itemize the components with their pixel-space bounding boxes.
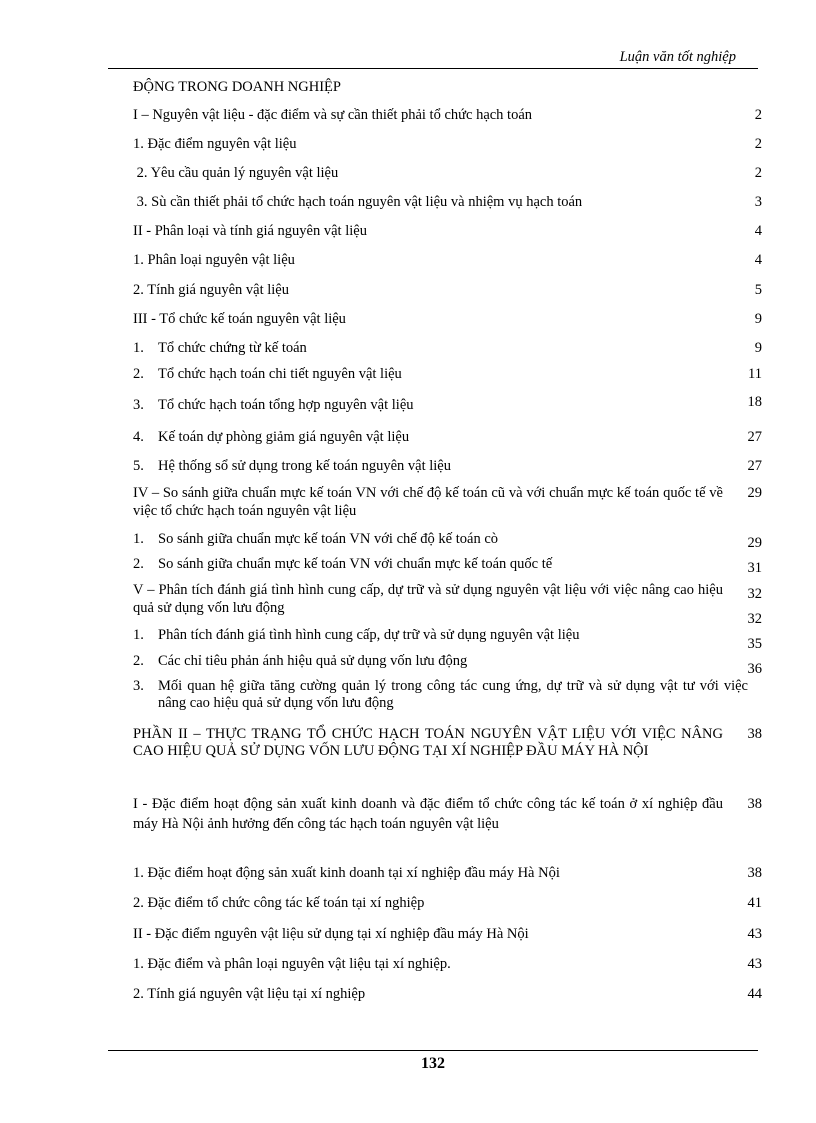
toc-entry (133, 894, 762, 912)
toc-entry (133, 794, 762, 834)
toc-entry (133, 678, 762, 712)
toc-entry-page: 35 (747, 636, 762, 652)
toc-entry-title (133, 652, 748, 670)
toc-entry-page: 31 (747, 560, 762, 576)
toc-entry (133, 78, 762, 96)
toc-entry-page: 2 (754, 107, 762, 123)
toc-entry (133, 106, 762, 124)
toc-entry-title (133, 626, 748, 644)
toc-entry-text: Tổ chức chứng từ kế toán (158, 340, 307, 356)
toc-entry-text: Kế toán dự phòng giảm giá nguyên vật liệu (158, 429, 410, 445)
toc-entry-page: 2 (754, 136, 762, 152)
toc-entry (133, 581, 762, 627)
toc-entry-number: 1. (133, 531, 144, 547)
toc-entry-title: 1. Phân loại nguyên vật liệu (133, 252, 295, 268)
toc-entry-number: 1. (133, 627, 144, 643)
footer-divider (108, 1050, 758, 1051)
toc-entry-number: 3. (133, 678, 144, 694)
toc-entry-title (133, 339, 748, 357)
toc-entry-number: 3. (133, 397, 144, 413)
toc-entry (133, 428, 762, 446)
toc-entry (133, 626, 762, 652)
toc-entry (133, 164, 762, 182)
toc-entry (133, 955, 762, 973)
toc-entry-page: 27 (747, 429, 762, 445)
toc-entry (133, 726, 762, 760)
toc-entry-text: So sánh giữa chuẩn mực kế toán VN với chuẩn mực kế toán quốc tế (158, 556, 553, 572)
toc-entry-page: 29 (747, 535, 762, 551)
toc-entry-title: III - Tổ chức kế toán nguyên vật liệu (133, 311, 346, 327)
toc-entry-text: Tổ chức hạch toán tổng hợp nguyên vật liệu (158, 397, 414, 413)
toc-entry-page: 2 (754, 165, 762, 181)
toc-entry-page: 38 (747, 796, 762, 812)
toc-entry-text: Hệ thống sổ sử dụng trong kế toán nguyên vật liệu (158, 458, 451, 474)
toc-entry (133, 193, 762, 211)
toc-entry-page: 32 (747, 586, 762, 602)
header-title: Luận văn tốt nghiệp (619, 49, 736, 65)
toc-entry-title: 2. Tính giá nguyên vật liệu (133, 282, 289, 298)
toc-entry (133, 222, 762, 240)
toc-entry-title: 2. Tính giá nguyên vật liệu tại xí nghiệp (133, 986, 366, 1002)
toc-entry-page: 9 (754, 340, 762, 356)
toc-entry-number: 2. (133, 366, 144, 382)
toc-entry-page: 11 (748, 366, 762, 382)
toc-entry (133, 281, 762, 299)
toc-entry (133, 484, 762, 520)
toc-entry-title: II - Đặc điểm nguyên vật liệu sử dụng tại xí nghiệp đầu máy Hà Nội (133, 926, 529, 942)
toc-entry-title: I – Nguyên vật liệu - đặc điểm và sự cần thiết phải tổ chức hạch toán (133, 107, 533, 123)
toc-entry-page: 36 (747, 661, 762, 677)
toc-entry (133, 555, 762, 576)
toc-entry-page: 44 (747, 986, 762, 1002)
toc-entry-title: 1. Đặc điểm hoạt động sản xuất kinh doanh tại xí nghiệp đầu máy Hà Nội (133, 865, 560, 881)
toc-entry (133, 864, 762, 882)
toc-entry-page: 18 (747, 394, 762, 410)
toc-entry-number: 2. (133, 653, 144, 669)
toc-entry (133, 251, 762, 269)
toc-entry-title: I - Đặc điểm hoạt động sản xuất kinh doanh và đặc điểm tổ chức công tác kế toán ở xí nghiệp đầu máy Hà Nội ảnh hưởng đến công tác hạch toán nguyên vật liệu (133, 796, 723, 832)
toc-entry-title: 1. Đặc điểm và phân loại nguyên vật liệu tại xí nghiệp. (133, 956, 451, 972)
toc-entry-number: 5. (133, 458, 144, 474)
toc-entry (133, 135, 762, 153)
header-divider (108, 68, 758, 69)
toc-entry-page: 4 (754, 252, 762, 268)
toc-entry-page: 3 (754, 194, 762, 210)
toc-entry (133, 396, 762, 414)
toc-entry-title: PHẦN II – THỰC TRẠNG TỔ CHỨC HẠCH TOÁN NGUYÊN VẬT LIỆU VỚI VIỆC NÂNG CAO HIỆU QUẢ SỬ DỤNG VỐN LƯU ĐỘNG TẠI XÍ NGHIỆP ĐẦU MÁY HÀ NỘI (133, 726, 723, 759)
toc-entry-page: 32 (747, 611, 762, 627)
toc-entry-title (133, 678, 748, 712)
toc-entry-title (133, 365, 748, 383)
toc-entry-number: 2. (133, 556, 144, 572)
toc-entry-page: 43 (747, 926, 762, 942)
toc-entry (133, 652, 762, 677)
toc-entry-title (133, 530, 748, 548)
toc-entry-title: 2. Yêu cầu quản lý nguyên vật liệu (133, 165, 339, 181)
toc-entry-text: Các chỉ tiêu phản ánh hiệu quả sử dụng vốn lưu động (158, 653, 468, 669)
toc-entry (133, 530, 762, 551)
toc-entry (133, 365, 762, 383)
toc-entry (133, 339, 762, 357)
toc-entry-page: 38 (747, 726, 762, 742)
toc-entry-number: 1. (133, 340, 144, 356)
toc-entry-page: 5 (754, 282, 762, 298)
toc-entry-title (133, 457, 748, 475)
toc-entry-title: V – Phân tích đánh giá tình hình cung cấp, dự trữ và sử dụng nguyên vật liệu với việc nâng cao hiệu quả sử dụng vốn lưu động (133, 582, 723, 616)
toc-entry-title (133, 555, 748, 573)
toc-entry-text: Tổ chức hạch toán chi tiết nguyên vật liệu (158, 366, 402, 382)
toc-entry (133, 310, 762, 328)
toc-entry (133, 457, 762, 475)
toc-entry-page: 41 (747, 895, 762, 911)
toc-entry-text: Phân tích đánh giá tình hình cung cấp, dự trữ và sử dụng nguyên vật liệu (158, 627, 580, 643)
toc-entry-title (133, 396, 748, 414)
toc-entry-page: 43 (747, 956, 762, 972)
toc-entry-title: ĐỘNG TRONG DOANH NGHIỆP (133, 79, 341, 95)
page-number: 132 (421, 1055, 445, 1072)
toc-entry (133, 985, 762, 1003)
toc-entry-page: 4 (754, 223, 762, 239)
toc-entry-title: II - Phân loại và tính giá nguyên vật liệu (133, 223, 367, 239)
toc-entry-title: 2. Đặc điểm tổ chức công tác kế toán tại xí nghiệp (133, 895, 425, 911)
toc-entry-title (133, 428, 748, 446)
toc-entry-page: 27 (747, 458, 762, 474)
toc-entry-text: Mối quan hệ giữa tăng cường quản lý trong công tác cung ứng, dự trữ và sử dụng vật tư với việc nâng cao hiệu quả sử dụng vốn lưu động (158, 678, 748, 711)
toc-entry-text: So sánh giữa chuẩn mực kế toán VN với chế độ kế toán cò (158, 531, 499, 547)
toc-entry (133, 925, 762, 943)
toc-entry-title: IV – So sánh giữa chuẩn mực kế toán VN với chế độ kế toán cũ và với chuẩn mực kế toán quốc tế về việc tổ chức hạch toán nguyên vật liệu (133, 485, 723, 519)
toc-entry-page: 9 (754, 311, 762, 327)
toc-entry-number: 4. (133, 429, 144, 445)
toc-entry-title: 1. Đặc điểm nguyên vật liệu (133, 136, 297, 152)
toc-entry-page: 38 (747, 865, 762, 881)
toc-entry-page: 29 (747, 485, 762, 501)
toc-entry-title: 3. Sù cần thiết phải tổ chức hạch toán nguyên vật liệu và nhiệm vụ hạch toán (133, 194, 583, 210)
